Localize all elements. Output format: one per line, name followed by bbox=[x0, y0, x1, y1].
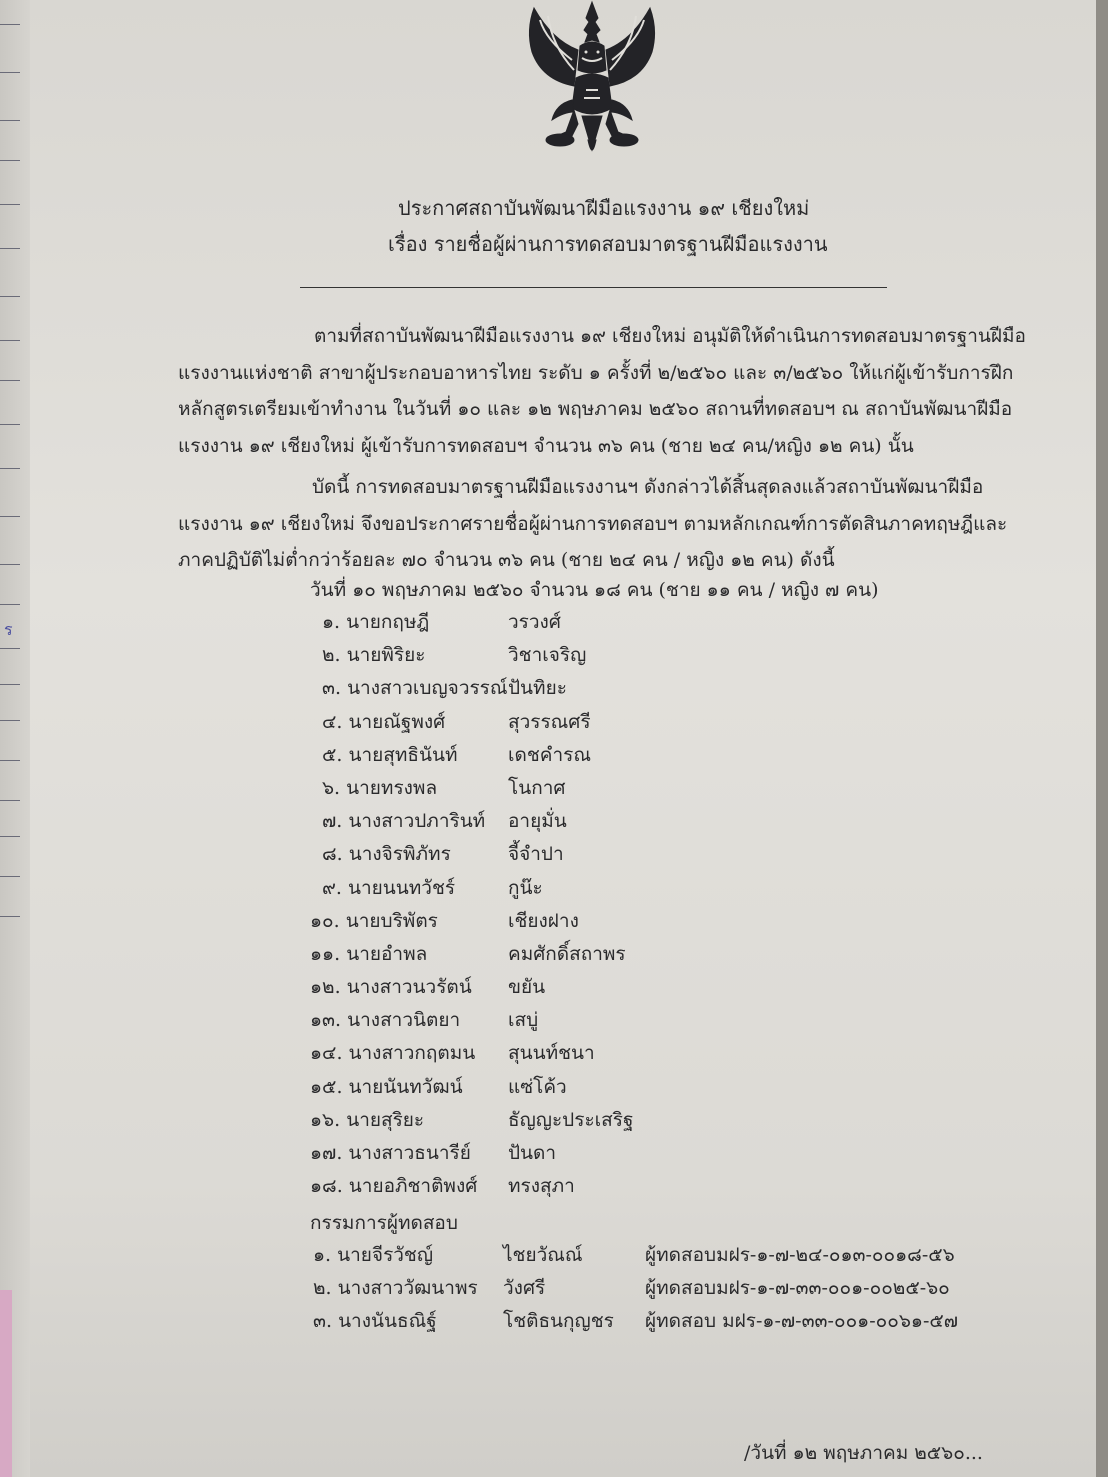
paragraph-line: ตามที่สถาบันพัฒนาฝีมือแรงงาน ๑๙ เชียงใหม่ อนุมัติให้ดำเนินการทดสอบมาตรฐานฝีมือ bbox=[314, 325, 1026, 347]
passer-surname: วิชาเจริญ bbox=[508, 644, 587, 667]
list-item bbox=[310, 972, 546, 1005]
passer-name: ๖. นายทรงพล bbox=[322, 776, 438, 799]
passer-name: ๑๐. นายบริพัตร bbox=[310, 909, 438, 932]
passer-name: ๒. นายพิริยะ bbox=[322, 644, 426, 667]
passer-surname: คมศักดิ์สถาพร bbox=[508, 942, 626, 965]
passer-surname: ปันดา bbox=[508, 1142, 557, 1164]
passer-surname: เสบู่ bbox=[508, 1009, 539, 1032]
passer-name: ๕. นายสุทธินันท์ bbox=[322, 743, 458, 766]
paragraph-line: แรงงาน ๑๙ เชียงใหม่ จึงขอประกาศรายชื่อผู้ผ่านการทดสอบฯ ตามหลักเกณฑ์การตัดสินภาคทฤษฎีและ bbox=[178, 512, 1008, 535]
passer-surname: กูน๊ะ bbox=[508, 876, 543, 899]
committee-name: ๒. นางสาววัฒนาพร bbox=[313, 1277, 478, 1299]
passer-name: ๑๓. นางสาวนิตยา bbox=[310, 1009, 461, 1032]
committee-license: ผู้ทดสอบมฝร-๑-๗-๓๓-๐๐๑-๐๐๒๕-๖๐ bbox=[645, 1277, 950, 1299]
paper-right-edge bbox=[1096, 0, 1108, 1477]
passer-name: ๓. นางสาวเบญจวรรณ์ bbox=[322, 677, 508, 700]
continuation-note: /วันที่ ๑๒ พฤษภาคม ๒๕๖๐... bbox=[744, 1442, 983, 1464]
passer-surname: ปันทิยะ bbox=[508, 677, 567, 700]
announcement-subject: เรื่อง รายชื่อผู้ผ่านการทดสอบมาตรฐานฝีมือแรงงาน bbox=[388, 232, 828, 256]
committee-surname: ไชยวัณณ์ bbox=[503, 1244, 583, 1266]
paragraph-line: แรงงาน ๑๙ เชียงใหม่ ผู้เข้ารับการทดสอบฯ จำนวน ๓๖ คน (ชาย ๒๔ คน/หญิง ๑๒ คน) นั้น bbox=[178, 434, 914, 457]
committee-surname: วังศรี bbox=[503, 1277, 546, 1299]
passer-name: ๑. นายกฤษฎี bbox=[322, 611, 430, 633]
announcement-title: ประกาศสถาบันพัฒนาฝีมือแรงงาน ๑๙ เชียงใหม่ bbox=[398, 196, 810, 220]
passer-name: ๙. นายนนทวัชร์ bbox=[322, 876, 456, 899]
list-item bbox=[310, 1105, 634, 1138]
passer-surname: ทรงสุภา bbox=[508, 1175, 575, 1198]
date-heading: วันที่ ๑๐ พฤษภาคม ๒๕๖๐ จำนวน ๑๘ คน (ชาย ๑๑ คน / หญิง ๗ คน) bbox=[310, 579, 879, 601]
passer-surname: ธัญญะประเสริฐ bbox=[508, 1108, 634, 1131]
passer-name: ๑๕. นายนันทวัฒน์ bbox=[310, 1075, 463, 1098]
passer-surname: จี้จำปา bbox=[508, 843, 564, 866]
pink-paper-edge bbox=[0, 1290, 12, 1477]
passer-name: ๑๔. นางสาวกฤตมน bbox=[310, 1042, 476, 1065]
passer-name: ๔. นายณัฐพงศ์ bbox=[322, 710, 446, 733]
passer-surname: โนกาศ bbox=[508, 776, 566, 799]
list-item bbox=[310, 1171, 575, 1204]
committee-name: ๓. นางนันธณิฐ์ bbox=[313, 1310, 437, 1332]
passer-surname: เชียงฝาง bbox=[508, 909, 579, 932]
passer-surname: สุวรรณศรี bbox=[508, 710, 591, 733]
passer-name: ๑๑. นายอำพล bbox=[310, 942, 428, 965]
list-item bbox=[310, 939, 626, 972]
paragraph-line: หลักสูตรเตรียมเข้าทำงาน ในวันที่ ๑๐ และ ๑๒ พฤษภาคม ๒๕๖๐ สถานที่ทดสอบฯ ณ สถาบันพัฒนาฝีมือ bbox=[178, 398, 1013, 420]
committee-heading: กรรมการผู้ทดสอบ bbox=[310, 1212, 458, 1234]
list-item bbox=[310, 906, 579, 939]
passer-name: ๑๖. นายสุริยะ bbox=[310, 1108, 425, 1131]
passer-name: ๘. นางจิรพิภัทร bbox=[322, 843, 451, 866]
underlying-sheet bbox=[0, 0, 30, 1477]
committee-license: ผู้ทดสอบมฝร-๑-๗-๒๔-๐๑๓-๐๐๑๘-๕๖ bbox=[645, 1244, 955, 1266]
paragraph-line: ภาคปฏิบัติไม่ต่ำกว่าร้อยละ ๗๐ จำนวน ๓๖ คน (ชาย ๒๔ คน / หญิง ๑๒ คน) ดังนี้ bbox=[178, 549, 835, 571]
passer-surname: เดชคำรณ bbox=[508, 743, 591, 766]
committee-license: ผู้ทดสอบ มฝร-๑-๗-๓๓-๐๐๑-๐๐๖๑-๕๗ bbox=[645, 1310, 959, 1332]
committee-surname: โชติธนกุญชร bbox=[503, 1310, 614, 1332]
passer-surname: อายุมั่น bbox=[508, 810, 567, 833]
committee-name: ๑. นายจีรวัชญ์ bbox=[313, 1244, 434, 1266]
passer-name: ๑๗. นางสาวธนารีย์ bbox=[310, 1142, 471, 1164]
list-item bbox=[310, 1005, 539, 1038]
passer-name: ๗. นางสาวปภารินท์ bbox=[322, 810, 486, 833]
passer-surname: สุนนท์ชนา bbox=[508, 1042, 595, 1065]
passer-surname: ขยัน bbox=[508, 976, 546, 999]
margin-mark: ร bbox=[4, 620, 13, 639]
garuda-emblem-icon bbox=[512, 0, 672, 175]
passer-name: ๑๒. นางสาวนวรัตน์ bbox=[310, 976, 472, 999]
paragraph-line: แรงงานแห่งชาติ สาขาผู้ประกอบอาหารไทย ระดับ ๑ ครั้งที่ ๒/๒๕๖๐ และ ๓/๒๕๖๐ ให้แก่ผู้เข้ารับการฝึก bbox=[178, 361, 1014, 384]
list-item bbox=[310, 1138, 557, 1171]
list-item bbox=[310, 1038, 595, 1071]
paragraph-result bbox=[178, 469, 1007, 579]
passer-name: ๑๘. นายอภิชาติพงศ์ bbox=[310, 1175, 478, 1198]
title-divider bbox=[300, 287, 887, 288]
list-item bbox=[310, 1072, 567, 1105]
paragraph-line: บัดนี้ การทดสอบมาตรฐานฝีมือแรงงานฯ ดังกล่าวได้สิ้นสุดลงแล้วสถาบันพัฒนาฝีมือ bbox=[312, 476, 984, 498]
passer-surname: แซ่โค้ว bbox=[508, 1075, 567, 1098]
passer-surname: วรวงศ์ bbox=[508, 611, 561, 633]
paragraph-intro bbox=[178, 318, 1026, 464]
